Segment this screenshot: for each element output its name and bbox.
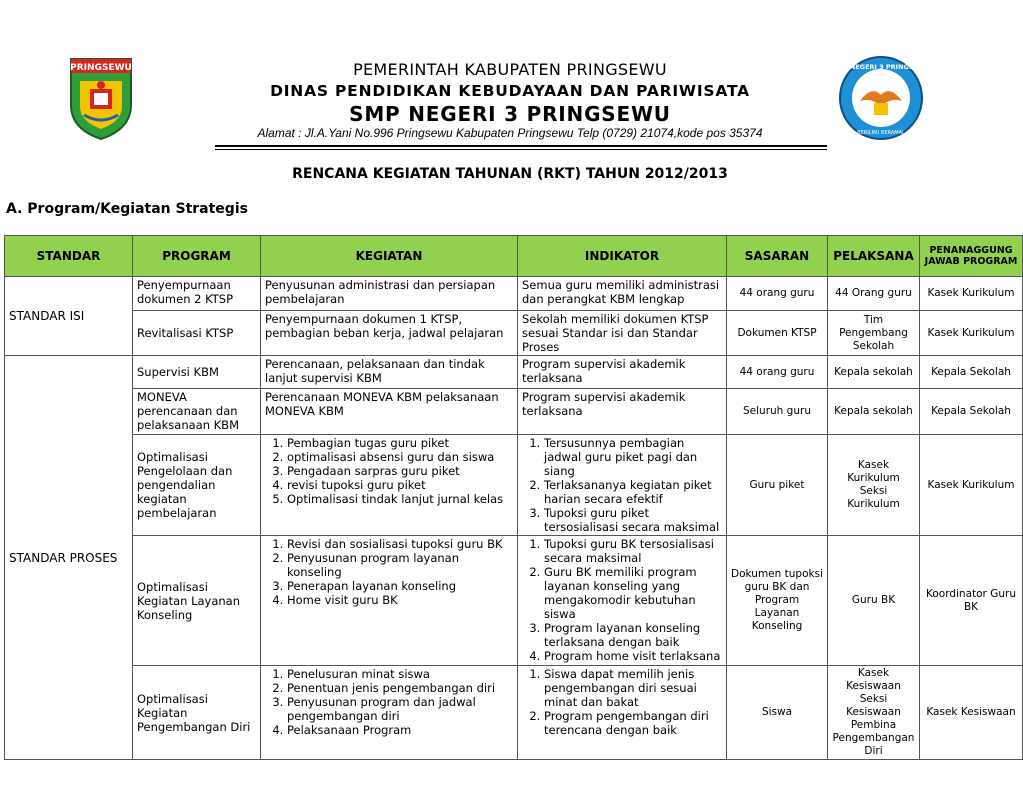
- penanggung-jawab-cell: Kepala Sekolah: [920, 356, 1023, 389]
- list-item: 4. revisi tupoksi guru piket: [287, 478, 513, 492]
- list-item: 1. Tupoksi guru BK tersosialisasi secara maksimal: [544, 537, 722, 565]
- indikator-cell: Program supervisi akademik terlaksana: [518, 389, 727, 435]
- list-item: 4. Pelaksanaan Program: [287, 723, 513, 737]
- list-item: 3. Tupoksi guru piket tersosialisasi secara maksimal: [544, 506, 722, 534]
- school-name: SMP NEGERI 3 PRINGSEWU: [349, 102, 671, 126]
- list-item: 2. Terlaksananya kegiatan piket harian secara efektif: [544, 478, 722, 506]
- kegiatan-cell: [261, 435, 518, 536]
- right-logo-subtext: BERILMU BERAMAL: [857, 130, 905, 136]
- sasaran-cell: Guru piket: [727, 435, 828, 536]
- table-row: [5, 536, 1023, 666]
- pelaksana-cell: Guru BK: [828, 536, 920, 666]
- sasaran-cell: Siswa: [727, 666, 828, 760]
- left-logo-text: PRINGSEWU: [70, 63, 132, 73]
- kegiatan-cell: [261, 666, 518, 760]
- indikator-cell: Program supervisi akademik terlaksana: [518, 356, 727, 389]
- list-item: 1. Tersusunnya pembagian jadwal guru piket pagi dan siang: [544, 436, 722, 478]
- list-item: 4. Home visit guru BK: [287, 593, 513, 607]
- kegiatan-cell: Penyusunan administrasi dan persiapan pembelajaran: [261, 277, 518, 311]
- section-heading: A. Program/Kegiatan Strategis: [6, 201, 248, 217]
- program-cell: Optimalisasi Pengelolaan dan pengendalian kegiatan pembelajaran: [133, 435, 261, 536]
- school-address: Alamat : Jl.A.Yani No.996 Pringsewu Kabupaten Pringsewu Telp (0729) 21074,kode pos 35374: [257, 126, 763, 140]
- indikator-cell: Sekolah memiliki dokumen KTSP sesuai Standar isi dan Standar Proses: [518, 311, 727, 356]
- pringsewu-regency-logo: [68, 55, 134, 141]
- government-name: PEMERINTAH KABUPATEN PRINGSEWU: [353, 60, 667, 79]
- kegiatan-cell: [261, 536, 518, 666]
- list-item: 2. Penentuan jenis pengembangan diri: [287, 681, 513, 695]
- program-cell: Penyempurnaan dokumen 2 KTSP: [133, 277, 261, 311]
- pelaksana-cell: Kasek Kesiswaan Seksi Kesiswaan Pembina Pengembangan Diri: [828, 666, 920, 760]
- indikator-cell: [518, 666, 727, 760]
- header-standar: STANDAR: [5, 236, 133, 277]
- rkt-table: [4, 235, 1023, 760]
- list-item: 4. Program home visit terlaksana: [544, 649, 722, 663]
- header-sasaran: SASARAN: [727, 236, 828, 277]
- list-item: 3. Program layanan konseling terlaksana dengan baik: [544, 621, 722, 649]
- program-cell: Supervisi KBM: [133, 356, 261, 389]
- table-header-row: [5, 236, 1023, 277]
- program-cell: Revitalisasi KTSP: [133, 311, 261, 356]
- penanggung-jawab-cell: Koordinator Guru BK: [920, 536, 1023, 666]
- header-indikator: INDIKATOR: [518, 236, 727, 277]
- kegiatan-cell: Penyempurnaan dokumen 1 KTSP, pembagian beban kerja, jadwal pelajaran: [261, 311, 518, 356]
- pelaksana-cell: Kepala sekolah: [828, 356, 920, 389]
- header-penanggung-jawab: PENANAGGUNG JAWAB PROGRAM: [920, 236, 1023, 277]
- penanggung-jawab-cell: Kasek Kurikulum: [920, 435, 1023, 536]
- standar-isi-cell: STANDAR ISI: [5, 277, 133, 356]
- header-pelaksana: PELAKSANA: [828, 236, 920, 277]
- pelaksana-cell: Tim Pengembang Sekolah: [828, 311, 920, 356]
- program-cell: Optimalisasi Kegiatan Pengembangan Diri: [133, 666, 261, 760]
- penanggung-jawab-cell: Kasek Kurikulum: [920, 311, 1023, 356]
- indikator-list: [522, 436, 722, 534]
- sasaran-cell: Dokumen tupoksi guru BK dan Program Layanan Konseling: [727, 536, 828, 666]
- list-item: 2. Penyusunan program layanan konseling: [287, 551, 513, 579]
- indikator-list: [522, 667, 722, 737]
- header-divider-thick: [215, 145, 827, 147]
- penanggung-jawab-cell: Kasek Kesiswaan: [920, 666, 1023, 760]
- kegiatan-list: [265, 537, 513, 607]
- list-item: 2. optimalisasi absensi guru dan siswa: [287, 450, 513, 464]
- pelaksana-cell: Kasek Kurikulum Seksi Kurikulum: [828, 435, 920, 536]
- list-item: 1. Pembagian tugas guru piket: [287, 436, 513, 450]
- table-row: [5, 356, 1023, 389]
- kegiatan-cell: Perencanaan, pelaksanaan dan tindak lanjut supervisi KBM: [261, 356, 518, 389]
- header-kegiatan: KEGIATAN: [261, 236, 518, 277]
- indikator-cell: Semua guru memiliki administrasi dan perangkat KBM lengkap: [518, 277, 727, 311]
- list-item: 3. Penyusunan program dan jadwal pengembangan diri: [287, 695, 513, 723]
- document-title: RENCANA KEGIATAN TAHUNAN (RKT) TAHUN 2012/2013: [292, 166, 728, 182]
- table-row: [5, 666, 1023, 760]
- list-item: 5. Optimalisasi tindak lanjut jurnal kelas: [287, 492, 513, 506]
- table-row: [5, 389, 1023, 435]
- sasaran-cell: Seluruh guru: [727, 389, 828, 435]
- penanggung-jawab-cell: Kepala Sekolah: [920, 389, 1023, 435]
- indikator-cell: [518, 435, 727, 536]
- list-item: 3. Penerapan layanan konseling: [287, 579, 513, 593]
- list-item: 1. Penelusuran minat siswa: [287, 667, 513, 681]
- program-cell: Optimalisasi Kegiatan Layanan Konseling: [133, 536, 261, 666]
- standar-proses-cell: STANDAR PROSES: [5, 356, 133, 760]
- list-item: 3. Pengadaan sarpras guru piket: [287, 464, 513, 478]
- list-item: 1. Revisi dan sosialisasi tupoksi guru BK: [287, 537, 513, 551]
- header-divider-thin: [215, 149, 827, 150]
- table-row: [5, 311, 1023, 356]
- header-program: PROGRAM: [133, 236, 261, 277]
- program-cell: MONEVA perencanaan dan pelaksanaan KBM: [133, 389, 261, 435]
- list-item: 1. Siswa dapat memilih jenis pengembangan diri sesuai minat dan bakat: [544, 667, 722, 709]
- pelaksana-cell: Kepala sekolah: [828, 389, 920, 435]
- kegiatan-list: [265, 436, 513, 506]
- sasaran-cell: 44 orang guru: [727, 356, 828, 389]
- kegiatan-cell: Perencanaan MONEVA KBM pelaksanaan MONEVA KBM: [261, 389, 518, 435]
- penanggung-jawab-cell: Kasek Kurikulum: [920, 277, 1023, 311]
- list-item: 2. Program pengembangan diri terencana dengan baik: [544, 709, 722, 737]
- pelaksana-cell: 44 Orang guru: [828, 277, 920, 311]
- list-item: 2. Guru BK memiliki program layanan konseling yang mengakomodir kebutuhan siswa: [544, 565, 722, 621]
- sasaran-cell: 44 orang guru: [727, 277, 828, 311]
- indikator-list: [522, 537, 722, 663]
- table-row: [5, 277, 1023, 311]
- school-emblem-logo: [831, 55, 931, 141]
- department-name: DINAS PENDIDIKAN KEBUDAYAAN DAN PARIWISATA: [270, 82, 750, 100]
- indikator-cell: [518, 536, 727, 666]
- right-logo-text: SMP NEGERI 3 PRINGSEWU: [831, 63, 931, 71]
- sasaran-cell: Dokumen KTSP: [727, 311, 828, 356]
- table-row: [5, 435, 1023, 536]
- kegiatan-list: [265, 667, 513, 737]
